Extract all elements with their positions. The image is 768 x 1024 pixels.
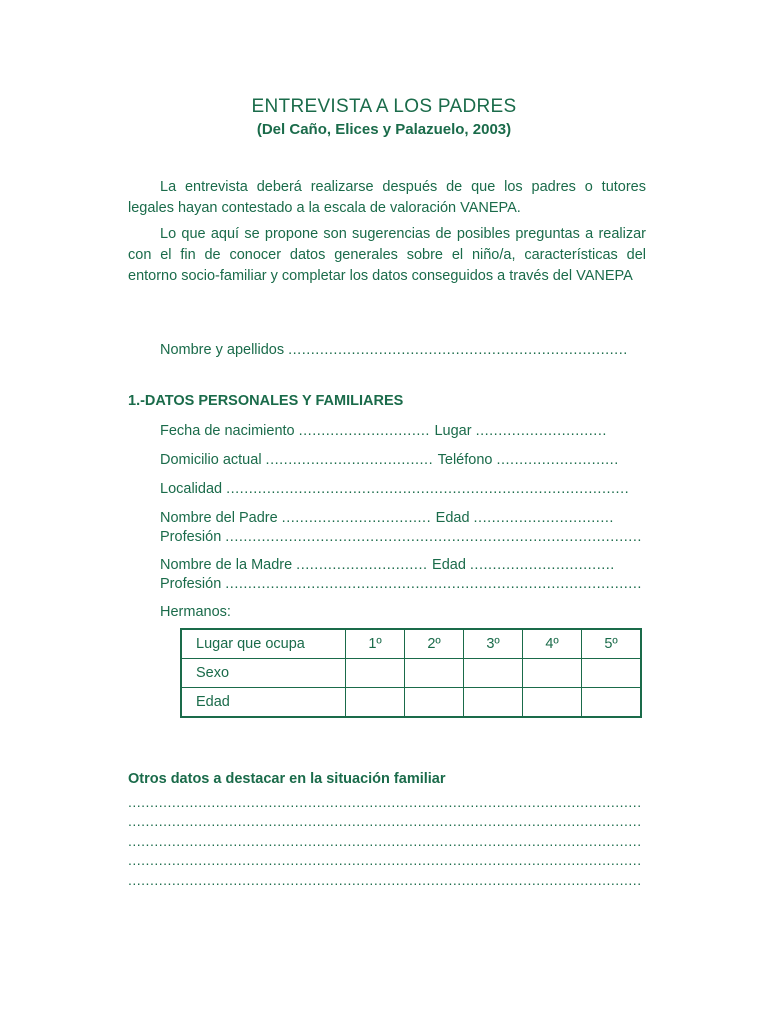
mother-name-label: Nombre de la Madre [160, 557, 293, 573]
col-3: 3º [464, 629, 523, 659]
sex-cell-1[interactable] [346, 659, 405, 688]
page-subtitle: (Del Caño, Elices y Palazuelo, 2003) [256, 121, 512, 138]
age-cell-5[interactable] [582, 688, 642, 718]
father-job-row[interactable]: Profesión ............................................................................................ [160, 529, 642, 545]
col-2: 2º [405, 629, 464, 659]
father-age-label: Edad [435, 510, 470, 526]
phone-label: Teléfono [437, 452, 493, 468]
birth-place-row[interactable]: Fecha de nacimiento ............................. Lugar ............................. [160, 423, 607, 439]
sex-cell-4[interactable] [523, 659, 582, 688]
father-name-label: Nombre del Padre [160, 510, 278, 526]
sex-cell-5[interactable] [582, 659, 642, 688]
mother-job-label: Profesión [160, 576, 222, 592]
mother-age-label: Edad [432, 557, 466, 573]
table-row [181, 688, 641, 718]
col-1: 1º [346, 629, 405, 659]
father-job-label: Profesión [160, 529, 222, 545]
table-row [181, 629, 641, 659]
siblings-table [180, 628, 642, 718]
address-label: Domicilio actual [160, 452, 262, 468]
mother-row[interactable]: Nombre de la Madre ............................. Edad ................................ [160, 557, 615, 573]
intro-paragraph-2: Lo que aquí se propone son sugerencias de posibles preguntas a realizar con el fin de conocer datos generales sobre el niño/a, características del entorno socio-familiar y completar los datos conseguidos a través del VANEPA [128, 226, 646, 284]
age-cell-4[interactable] [523, 688, 582, 718]
other-data-line-3[interactable]: ..................................................................................................................... [128, 833, 642, 849]
sex-cell-2[interactable] [405, 659, 464, 688]
row-label-age: Edad [181, 688, 346, 718]
father-row[interactable]: Nombre del Padre ................................. Edad ............................... [160, 510, 614, 526]
age-cell-3[interactable] [464, 688, 523, 718]
table-row [181, 659, 641, 688]
birth-date-label: Fecha de nacimiento [160, 423, 295, 439]
other-data-line-4[interactable]: ..................................................................................................................... [128, 852, 642, 868]
other-data-line-2[interactable]: ..................................................................................................................... [128, 813, 642, 829]
row-label-position: Lugar que ocupa [181, 629, 346, 659]
other-data-line-1[interactable]: ..................................................................................................................... [128, 794, 642, 810]
name-field[interactable]: Nombre y apellidos ........................................................................... [160, 342, 628, 358]
intro-paragraph-1: La entrevista deberá realizarse después de que los padres o tutores legales hayan contestado a la escala de valoración VANEPA. [128, 179, 646, 216]
locality-row[interactable]: Localidad ......................................................................................... [160, 481, 630, 497]
place-label: Lugar [434, 423, 472, 439]
age-cell-2[interactable] [405, 688, 464, 718]
siblings-label: Hermanos: [160, 604, 231, 620]
address-phone-row[interactable]: Domicilio actual ..................................... Teléfono ........................... [160, 452, 619, 468]
name-field-label: Nombre y apellidos [160, 342, 285, 358]
col-5: 5º [582, 629, 642, 659]
section-1-heading: 1.-DATOS PERSONALES Y FAMILIARES [128, 393, 404, 409]
col-4: 4º [523, 629, 582, 659]
locality-label: Localidad [160, 481, 223, 497]
sex-cell-3[interactable] [464, 659, 523, 688]
other-data-line-5[interactable]: ..................................................................................................................... [128, 872, 642, 888]
page-title: ENTREVISTA A LOS PADRES [251, 96, 517, 117]
row-label-sex: Sexo [181, 659, 346, 688]
mother-job-row[interactable]: Profesión ............................................................................................ [160, 576, 642, 592]
other-data-heading: Otros datos a destacar en la situación familiar [128, 771, 446, 787]
age-cell-1[interactable] [346, 688, 405, 718]
